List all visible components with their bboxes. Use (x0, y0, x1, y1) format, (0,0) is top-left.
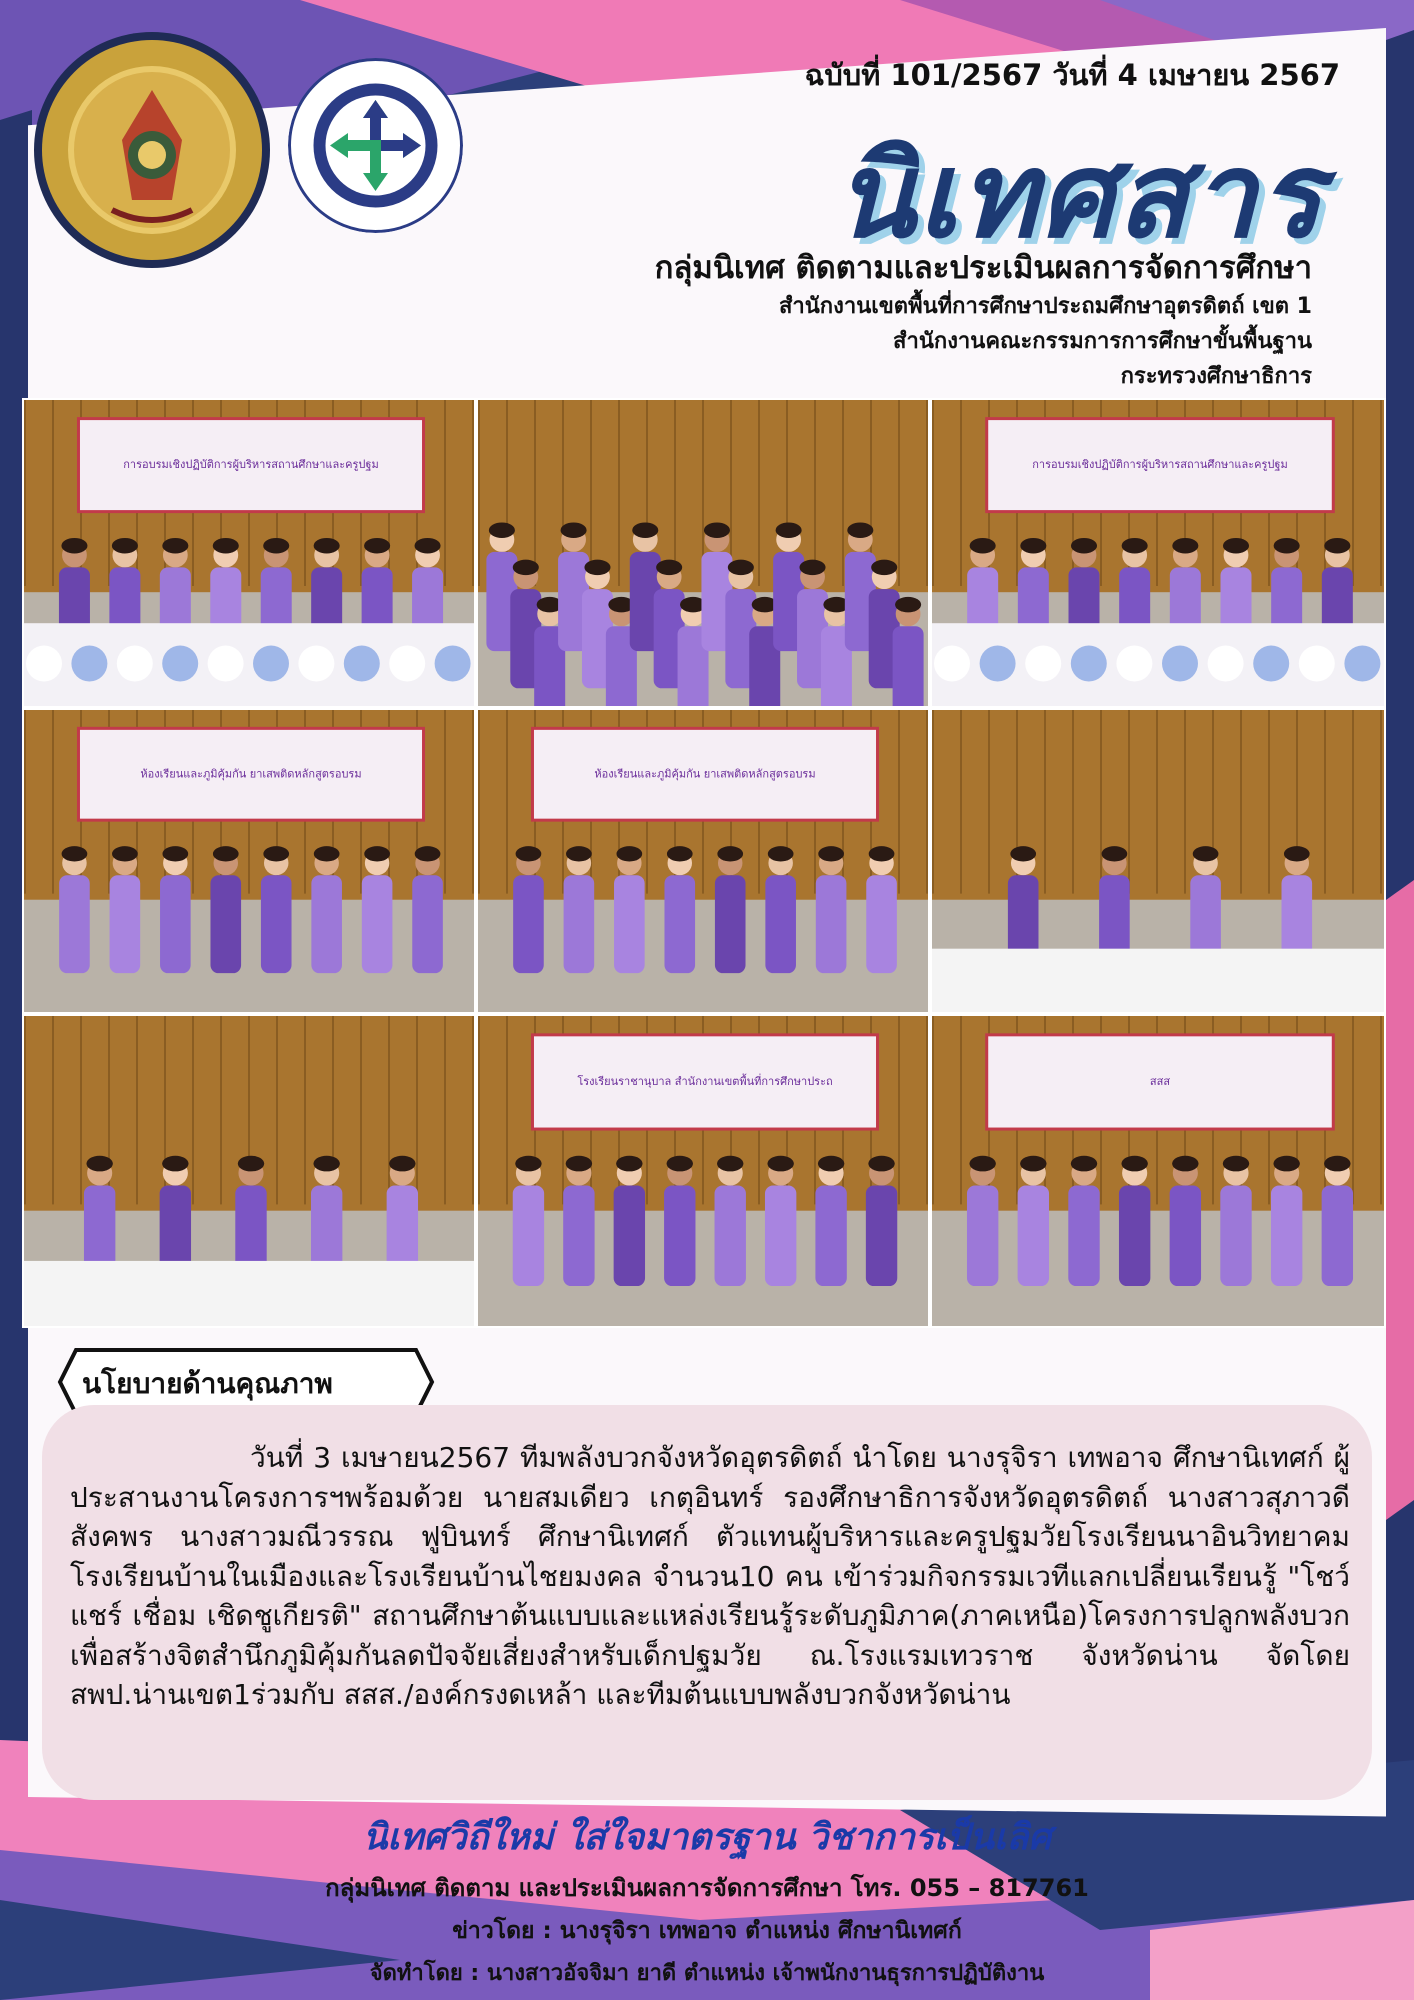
event-photo-image (932, 400, 1386, 708)
office-line-2: สำนักงานคณะกรรมการการศึกษาขั้นพื้นฐาน (893, 329, 1312, 354)
footer-reporter: ข่าวโดย : นางรุจิรา เทพอาจ ตำแหน่ง ศึกษานิเทศก์ (452, 1918, 962, 1944)
masthead-text: นิเทศสาร (834, 125, 1324, 264)
photo-banner-text: การอบรมเชิงปฏิบัติการผู้บริหารสถานศึกษาและครูปฐม (1032, 458, 1288, 472)
event-photo-image (24, 710, 476, 1014)
footer-prepared-by: จัดทำโดย : นางสาวอัจจิมา ยาดี ตำแหน่ง เจ้าพนักงานธุรการปฏิบัติงาน (369, 1961, 1045, 1986)
event-photo-image (478, 710, 930, 1014)
group-name: กลุ่มนิเทศ ติดตามและประเมินผลการจัดการศึกษา (654, 250, 1312, 286)
event-photo (22, 708, 476, 1014)
event-photo (22, 398, 476, 708)
office-seal-logo (32, 30, 272, 270)
event-photo-image (478, 1016, 930, 1328)
event-photo (930, 1014, 1386, 1328)
footer-contact: กลุ่มนิเทศ ติดตาม และประเมินผลการจัดการศึกษา โทร. 055 – 817761 (325, 1874, 1089, 1902)
event-photo-image (932, 1016, 1386, 1328)
event-photo-image (478, 400, 930, 708)
event-photo (930, 398, 1386, 708)
photo-banner-text: สสส (1149, 1075, 1171, 1089)
photo-banner-text: ห้องเรียนและภูมิคุ้มกัน ยาเสพติดหลักสูตรอบรม (594, 767, 816, 781)
photo-banner-text: การอบรมเชิงปฏิบัติการผู้บริหารสถานศึกษาและครูปฐม (123, 458, 379, 472)
section-tag-label: นโยบายด้านคุณภาพ (82, 1367, 333, 1400)
photo-banner-text: โรงเรียนราชานุบาล สำนักงานเขตพื้นที่การศึกษาประถ (577, 1075, 833, 1089)
event-photo (476, 1014, 930, 1328)
office-line-3: กระทรวงศึกษาธิการ (1120, 364, 1312, 389)
event-photo (930, 708, 1386, 1014)
footer-slogan: นิเทศวิถีใหม่ ใส่ใจมาตรฐาน วิชาการเป็นเลิศ (362, 1817, 1052, 1858)
event-photo (476, 398, 930, 708)
issue-line: ฉบับที่ 101/2567 วันที่ 4 เมษายน 2567 (804, 58, 1340, 92)
event-photo-image (24, 1016, 476, 1328)
article-body (70, 1438, 1350, 1715)
photo-banner-text: ห้องเรียนและภูมิคุ้มกัน ยาเสพติดหลักสูตรอบรม (140, 767, 362, 781)
event-photo-image (24, 400, 476, 708)
event-photo (22, 1014, 476, 1328)
supervision-group-logo (288, 58, 463, 233)
event-photo-image (932, 710, 1386, 1014)
event-photo (476, 708, 930, 1014)
article-text: วันที่ 3 เมษายน2567 ทีมพลังบวกจังหวัดอุตรดิตถ์ นำโดย นางรุจิรา เทพอาจ ศึกษานิเทศก์ ผู้ประสานงานโครงการฯพร้อมด้วย นายสมเดียว เกตุอินทร์ รองศึกษาธิการจังหวัดอุตรดิตถ์ นางสาวสุภาวดี สังคพร นางสาวมณีวรรณ ฟูบินทร์ ศึกษานิเทศก์ ตัวแทนผู้บริหารและครูปฐมวัยโรงเรียนนาอินวิทยาคม โรงเรียนบ้านในเมืองและโรงเรียนบ้านไชยมงคล จำนวน10 คน เข้าร่วมกิจกรรมเวทีแลกเปลี่ยนเรียนรู้ "โชว์ แชร์ เชื่อม เชิดชูเกียรติ" สถานศึกษาต้นแบบและแหล่งเรียนรู้ระดับภูมิภาค(ภาคเหนือ)โครงการปลูกพลังบวกเพื่อสร้างจิตสำนึกภูมิคุ้มกันลดปัจจัยเสี่ยงสำหรับเด็กปฐมวัย ณ.โรงแรมเทวราช จังหวัดน่าน จัดโดย สพป.น่านเขต1ร่วมกับ สสส./องค์กรงดเหล้า และทีมต้นแบบพลังบวกจังหวัดน่าน (70, 1441, 1350, 1711)
office-line-1: สำนักงานเขตพื้นที่การศึกษาประถมศึกษาอุตรดิตถ์ เขต 1 (778, 294, 1312, 319)
